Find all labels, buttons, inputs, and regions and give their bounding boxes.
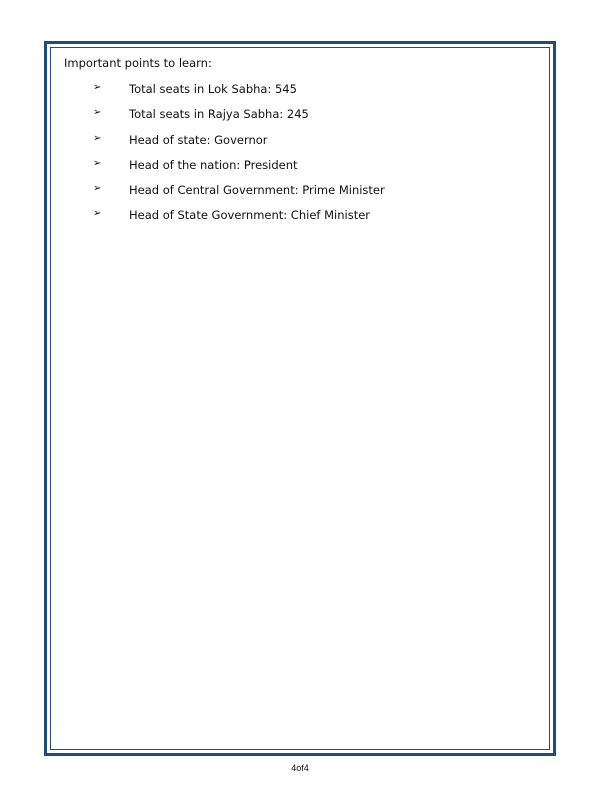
section-heading: Important points to learn: xyxy=(64,56,212,70)
arrow-bullet-icon: ➢ xyxy=(93,208,102,220)
list-item-text: Total seats in Lok Sabha: 545 xyxy=(129,82,297,96)
list-item-text: Total seats in Rajya Sabha: 245 xyxy=(129,107,309,122)
list-item-text: Head of the nation: President xyxy=(129,157,298,172)
page-number: 4of4 xyxy=(291,763,309,773)
arrow-bullet-icon: ➢ xyxy=(93,82,102,93)
arrow-bullet-icon: ➢ xyxy=(93,107,102,119)
page-border xyxy=(44,41,556,756)
arrow-bullet-icon: ➢ xyxy=(93,183,102,195)
page-border-inner xyxy=(50,47,550,750)
list-item-text: Head of state: Governor xyxy=(129,132,268,147)
list-item-text: Head of State Government: Chief Minister xyxy=(129,208,371,223)
arrow-bullet-icon: ➢ xyxy=(93,132,102,144)
arrow-bullet-icon: ➢ xyxy=(93,157,102,169)
list-item-text: Head of Central Government: Prime Minister xyxy=(129,183,385,198)
